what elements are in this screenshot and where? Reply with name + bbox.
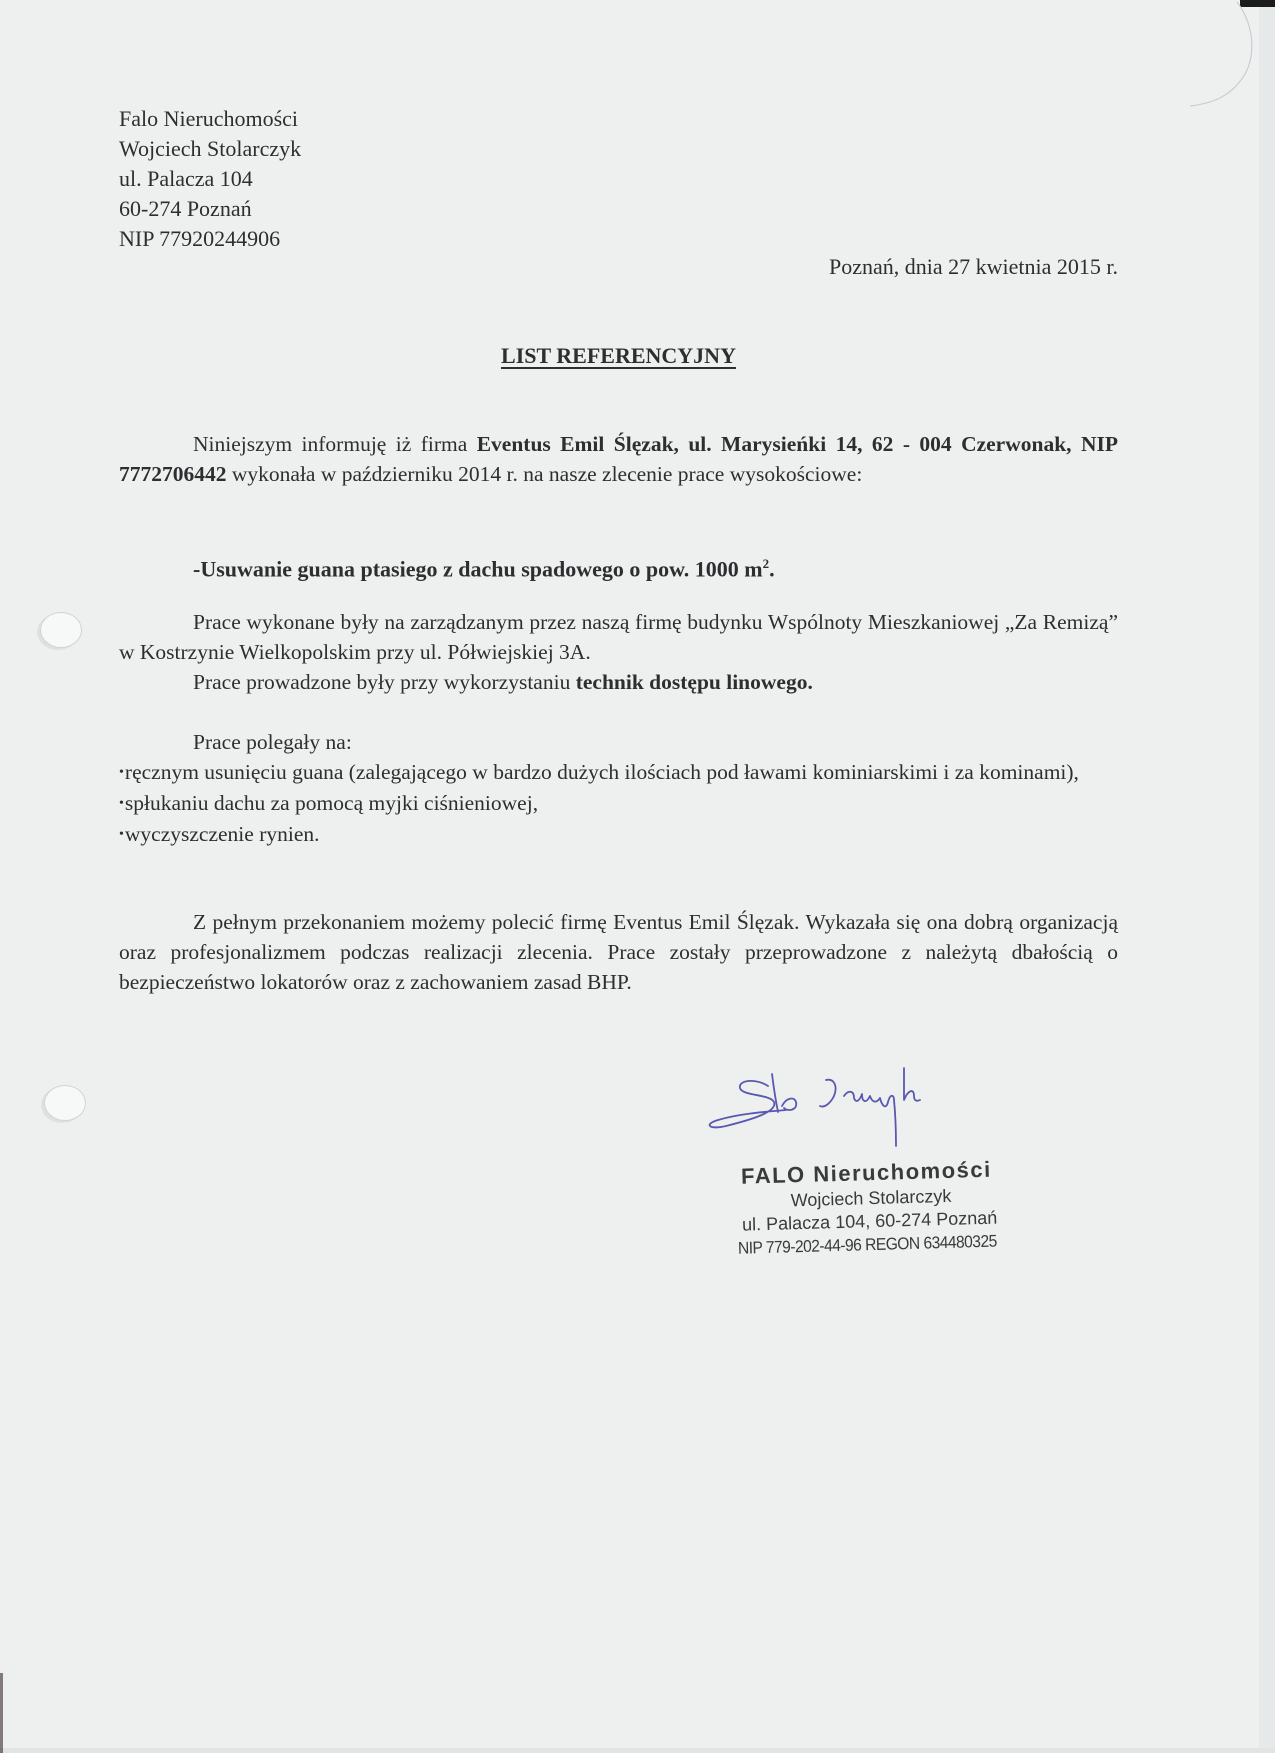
bullet-icon: • [119, 765, 124, 780]
company-stamp [730, 1155, 1013, 1260]
list-item [119, 757, 1118, 788]
stamp-address: ul. Palacza 104, 60-274 Poznań [741, 1207, 998, 1235]
scan-edge-left [0, 1673, 3, 1753]
page-fold-mark [1145, 0, 1275, 110]
document-title [0, 341, 1237, 371]
task-description [193, 549, 1118, 584]
scope-list [119, 757, 1118, 850]
task-text: -Usuwanie guana ptasiego z dachu spadowego o pow. 1000 m [193, 556, 763, 582]
stamp-company: FALO Nieruchomości [740, 1156, 992, 1189]
stamp-name: Wojciech Stolarczyk [790, 1185, 952, 1211]
bullet-icon: • [119, 827, 124, 842]
list-item-text: ręcznym usunięciu guana (zalegającego w bardzo dużych ilościach pod ławami kominiarskimi i za kominami), [124, 760, 1079, 784]
scan-edge-bottom [0, 1748, 1275, 1753]
stamp-ids: NIP 779-202-44-96 REGON 634480325 [737, 1231, 997, 1258]
method-text [119, 667, 1118, 697]
punch-hole-top [40, 612, 82, 648]
sender-street: ul. Palacza 104 [119, 166, 253, 191]
bullet-icon: • [119, 796, 124, 811]
handwritten-signature [690, 1050, 950, 1160]
paragraph-recommendation: Z pełnym przekonaniem możemy polecić firmę Eventus Emil Ślęzak. Wykazała się ona dobrą organizacją oraz profesjonalizmem podczas realizacji zlecenia. Prace zostały przeprowadzone z należytą dbałością o bezpieczeństwo lokatorów oraz z zachowaniem zasad BHP. [119, 910, 1118, 994]
scope-intro: Prace polegały na: [193, 730, 352, 754]
task-end: . [769, 556, 775, 582]
list-item-text: wyczyszczenie rynien. [124, 822, 320, 846]
paragraph-location [119, 607, 1118, 697]
sender-nip: NIP 77920244906 [119, 226, 281, 251]
method-intro: Prace prowadzone były przy wykorzystaniu [193, 670, 576, 694]
sender-city: 60-274 Poznań [119, 196, 252, 221]
punch-hole-bottom [44, 1085, 86, 1121]
scan-edge-right [1259, 0, 1275, 1753]
intro-text: Niniejszym informuję iż firma [193, 432, 477, 456]
task-superscript: 2 [762, 556, 770, 571]
sender-name: Wojciech Stolarczyk [119, 136, 302, 161]
intro-rest: wykonała w październiku 2014 r. na nasze zlecenie prace wysokościowe: [226, 462, 863, 486]
method-bold: technik dostępu linowego. [575, 670, 813, 694]
list-item [119, 819, 1118, 850]
paragraph-scope [119, 727, 1118, 850]
sender-address [119, 104, 301, 254]
document-title-text: LIST REFERENCYJNY [501, 343, 736, 368]
location-text: Prace wykonane były na zarządzanym przez naszą firmę budynku Wspólnoty Mieszkaniowej „Za Remizą” w Kostrzynie Wielkopolskim przy ul. Półwiejskiej 3A. [119, 610, 1118, 664]
letter-date: Poznań, dnia 27 kwietnia 2015 r. [828, 254, 1118, 279]
contractor-details: Eventus Emil Ślęzak, ul. Marysieńki 14, 62 - 004 Czerwonak, NIP 7772706442 [119, 432, 1118, 486]
list-item-text: spłukaniu dachu za pomocą myjki ciśnieniowej, [124, 791, 539, 815]
sender-company: Falo Nieruchomości [119, 106, 299, 131]
list-item [119, 788, 1118, 819]
paragraph-intro [119, 429, 1118, 489]
